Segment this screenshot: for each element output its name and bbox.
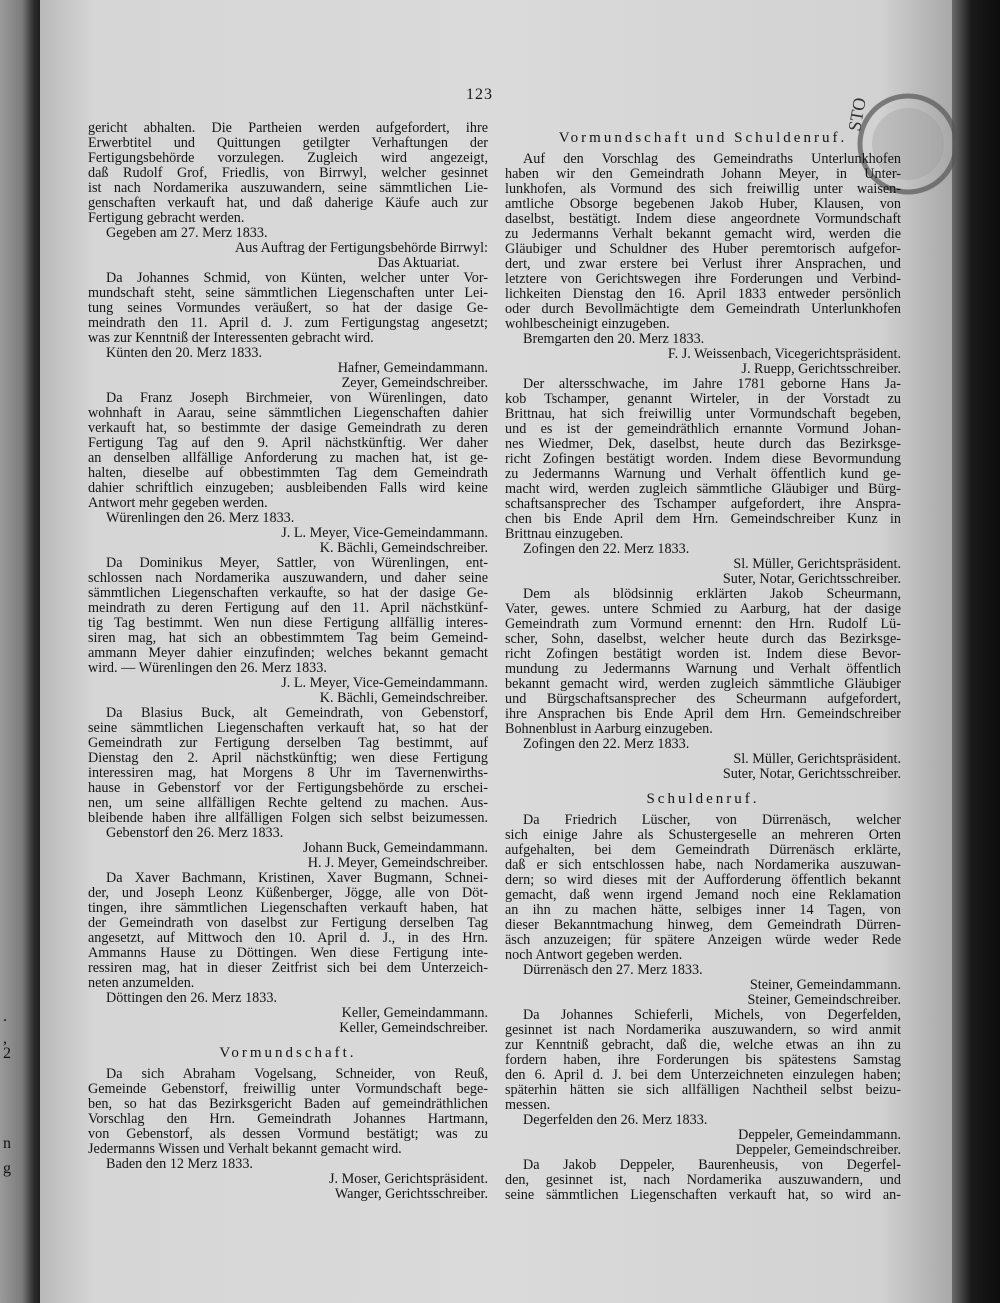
text-line: den 6. April d. J. bei dem Unterzeichneten einzulegen haben; bbox=[505, 1067, 901, 1083]
text-line: Da sich Abraham Vogelsang, Schneider, von Reuß, bbox=[106, 1066, 488, 1082]
text-line: gemacht, daß wenn irgend Jemand noch eine Reklamation bbox=[505, 887, 901, 903]
text-line: an ihn zu machen hätte, selbiges inner 14 Tagen, von bbox=[505, 902, 901, 918]
date-line: Künten den 20. Merz 1833. bbox=[106, 345, 263, 361]
text-line: Da Blasius Buck, alt Gemeindrath, von Gebenstorf, bbox=[106, 705, 488, 721]
text-line: wohlbescheinigt einzugeben. bbox=[505, 316, 670, 332]
text-line: aufgehalten, bei dem Gemeindrath Dürrenäsch erklärte, bbox=[505, 842, 901, 858]
text-line: mundschaft steht, seine sämmtlichen Liegenschaften unter Lei- bbox=[88, 285, 488, 301]
text-line: kob Tschamper, genannt Wirteler, in der Vorstadt zu bbox=[505, 391, 901, 407]
text-line: der, und Joseph Leonz Küßenberger, Jögge, alle von Döt- bbox=[88, 885, 488, 901]
text-line: seine sämmtlichen Liegenschaften verkauft hat, so hat der bbox=[88, 720, 488, 736]
text-line: chen bis Ende April dem Hrn. Gemeindschreiber Kunz in bbox=[505, 511, 901, 527]
text-line: angesetzt, auf Mittwoch den 10. April d. J., in des Hrn. bbox=[88, 930, 488, 946]
signature-line: H. J. Meyer, Gemeindschreiber. bbox=[307, 855, 488, 871]
text-line: Gläubiger und Schuldner des Huber peremtorisch aufgefor- bbox=[505, 241, 901, 257]
signature-line: F. J. Weissenbach, Vicegerichtspräsident. bbox=[667, 346, 901, 362]
text-line: nes Wiedmer, Dek, daselbst, heute durch das Bezirksge- bbox=[505, 436, 901, 452]
text-line: Gemeindrath zum Vormund ernennt: den Hrn. Rudolf Lü- bbox=[505, 616, 901, 632]
signature-line: J. Ruepp, Gerichtsschreiber. bbox=[741, 361, 901, 377]
text-line: richt Zofingen bestätigt worden ist. Indem diese Bevor- bbox=[505, 646, 901, 662]
text-line: interessiren mag, hat Morgens 8 Uhr im Tavernenwirths- bbox=[88, 765, 488, 781]
text-line: Dem als blödsinnig erklärten Jakob Scheurmann, bbox=[523, 586, 901, 602]
text-line: Jedermanns Wissen und Verhalt bekannt gemacht wird. bbox=[88, 1141, 402, 1157]
signature-line: Wanger, Gerichtsschreiber. bbox=[334, 1186, 488, 1202]
signature-line: Suter, Notar, Gerichtsschreiber. bbox=[722, 571, 901, 587]
text-line: ihre Ansprachen bis Ende April dem Hrn. Gemeindschreiber bbox=[505, 706, 901, 722]
text-line: gericht abhalten. Die Partheien werden aufgefordert, ihre bbox=[88, 120, 488, 136]
text-line: Auf den Vorschlag des Gemeindraths Unterlunkhofen bbox=[523, 151, 901, 167]
notice-paragraph bbox=[88, 1067, 488, 1157]
signature-line: Sl. Müller, Gerichtspräsident. bbox=[733, 556, 901, 572]
text-line: wohnhaft in Aarau, seine sämmtlichen Liegenschaften dahier bbox=[88, 405, 488, 421]
notice-paragraph bbox=[505, 1008, 901, 1113]
text-line: von Gebenstorf, als dessen Vormund bestätigt; was zu bbox=[88, 1126, 488, 1142]
date-line: Dürrenäsch den 27. Merz 1833. bbox=[523, 962, 703, 978]
text-line: tung seines Vormundes veräußert, so hat der dasige Ge- bbox=[88, 300, 488, 316]
text-line: ammann Meyer dahier einzufinden; welches bekannt gemacht bbox=[88, 645, 488, 661]
text-line: Da Franz Joseph Birchmeier, von Würenlingen, dato bbox=[106, 390, 488, 406]
notice-paragraph bbox=[505, 813, 901, 963]
text-line: schaftsansprecher des Tschamper aufgefordert, ihre Anspra- bbox=[505, 496, 901, 512]
notice-paragraph bbox=[88, 871, 488, 991]
signature-line: Zeyer, Gemeindschreiber. bbox=[341, 375, 488, 391]
text-line: Fertigungsbehörde vorzulegen. Zugleich wird angezeigt, bbox=[88, 150, 488, 166]
text-line: äsch anzuzeigen; für spätere Anzeigen würde weder Rede bbox=[505, 932, 901, 948]
text-line: Da Dominikus Meyer, Sattler, von Würenlingen, ent- bbox=[106, 555, 488, 571]
text-line: Gemeindrath zur Fertigung derselben Tag bestimmt, auf bbox=[88, 735, 488, 751]
signature-line: Deppeler, Gemeindschreiber. bbox=[735, 1142, 901, 1158]
text-line: Gemeinde Gebenstorf, freiwillig unter Vormundschaft bege- bbox=[88, 1081, 488, 1097]
text-line: zu Jedermanns Warnung und Verhalt öffentlich kund ge- bbox=[505, 466, 901, 482]
text-line: tingen, ihre sämmtlichen Liegenschaften verkauft haben, hat bbox=[88, 900, 488, 916]
signature-line: Steiner, Gemeindschreiber. bbox=[747, 992, 901, 1008]
date-line: Gegeben am 27. Merz 1833. bbox=[106, 225, 268, 241]
signature-line: Keller, Gemeindammann. bbox=[341, 1005, 488, 1021]
text-line: lunkhofen, als Vormund des sich freiwillig unter waisen- bbox=[505, 181, 901, 197]
text-line: Der altersschwache, im Jahre 1781 geborne Hans Ja- bbox=[523, 376, 901, 392]
text-line: Brittnau einzugeben. bbox=[505, 526, 624, 542]
adjacent-page-spine bbox=[0, 0, 40, 1303]
text-line: dahier schriftlich einzugeben; ausbleibenden Falls wird keine bbox=[88, 480, 488, 496]
section-heading: Schuldenruf. bbox=[646, 791, 760, 807]
text-line: dert, und zwar erstere bei Verlust ihrer Ansprachen, und bbox=[505, 256, 901, 272]
text-line: Antwort mehr gegeben werden. bbox=[88, 495, 268, 511]
text-line: Fertigung gebracht werden. bbox=[88, 210, 245, 226]
signature-line: J. Moser, Gerichtspräsident. bbox=[328, 1171, 488, 1187]
text-line: Da Johannes Schmid, von Künten, welcher unter Vor- bbox=[106, 270, 488, 286]
text-line: Da Johannes Schieferli, Michels, von Degerfelden, bbox=[523, 1007, 901, 1023]
signature-line: Keller, Gemeindschreiber. bbox=[339, 1020, 488, 1036]
date-line: Würenlingen den 26. Merz 1833. bbox=[106, 510, 295, 526]
text-line: der Gemeindrath von daselbst zur Fertigung derselben Tag bbox=[88, 915, 488, 931]
text-line: den, gesinnet ist, nach Nordamerika auszuwandern, und bbox=[505, 1172, 901, 1188]
text-line: Erwerbtitel und Quittungen getilgter Verhaftungen der bbox=[88, 135, 488, 151]
left-column bbox=[88, 121, 488, 1202]
signature-line: Steiner, Gemeindammann. bbox=[749, 977, 901, 993]
section-heading: Vormundschaft. bbox=[219, 1045, 357, 1061]
spine-fragment: , bbox=[3, 1030, 7, 1047]
text-line: dern; so wird dieses mit der Aufforderung öffentlich bekannt bbox=[505, 872, 901, 888]
right-column bbox=[505, 121, 901, 1203]
text-line: hause in Gebenstorf vor der Fertigungsbehörde zu erschei- bbox=[88, 780, 488, 796]
text-line: siren mag, hat sich an obbestimmtem Tag beim Gemeind- bbox=[88, 630, 488, 646]
signature-line: K. Bächli, Gemeindschreiber. bbox=[319, 540, 488, 556]
text-line: Da Xaver Bachmann, Kristinen, Xaver Bugmann, Schnei- bbox=[106, 870, 488, 886]
text-line: Brittnau, hat sich freiwillig unter Vormundschaft begeben, bbox=[505, 406, 901, 422]
notice-paragraph bbox=[88, 556, 488, 676]
notice-paragraph bbox=[505, 587, 901, 737]
signature-line: J. L. Meyer, Vice-Gemeindammann. bbox=[281, 675, 488, 691]
notice-paragraph bbox=[88, 706, 488, 826]
notice-paragraph bbox=[505, 1158, 901, 1203]
text-line: und Bürgschaftsansprecher des Scheurmann aufgefordert, bbox=[505, 691, 901, 707]
text-line: zur Kenntniß gebracht, daß die, welche etwas an ihn zu bbox=[505, 1037, 901, 1053]
notice-paragraph bbox=[505, 152, 901, 332]
text-line: daselbst, bestätigt. Indem diese angeordnete Vormundschaft bbox=[505, 211, 901, 227]
text-line: tig Tag bestimmt. Wen nun diese Fertigung allfällig interes- bbox=[88, 615, 488, 631]
text-line: sämmtlichen Liegenschaften verkaufte, so hat der dasige Ge- bbox=[88, 585, 488, 601]
signature-line: Aus Auftrag der Fertigungsbehörde Birrwyl: bbox=[235, 240, 488, 256]
spine-fragment: 2 bbox=[3, 1045, 11, 1062]
text-line: was zur Kenntniß der Interessenten gebracht wird. bbox=[88, 330, 374, 346]
text-line: Fertigung Tag auf den 9. April nächstkünftig. Wer daher bbox=[88, 435, 488, 451]
notice-paragraph bbox=[88, 121, 488, 226]
text-line: meindrath zu deren Fertigung auf den 11. April nächstkünf- bbox=[88, 600, 488, 616]
text-line: haben wir den Gemeindrath Johann Meyer, in Unter- bbox=[505, 166, 901, 182]
text-line: Da Friedrich Lüscher, von Dürrenäsch, welcher bbox=[523, 812, 901, 828]
text-line: Dienstag den 2. April nächstkünftig; wen diese Fertigung bbox=[88, 750, 488, 766]
text-line: Da Jakob Deppeler, Baurenheusis, von Degerfel- bbox=[523, 1157, 901, 1173]
text-line: wird. — Würenlingen den 26. Merz 1833. bbox=[88, 660, 327, 676]
signature-line: Hafner, Gemeindammann. bbox=[337, 360, 488, 376]
text-line: macht wird, werden zugleich sämmtliche Gläubiger und Bürg- bbox=[505, 481, 901, 497]
text-line: Ammanns Hause zu Döttingen. Wen diese Fertigung inte- bbox=[88, 945, 488, 961]
signature-line: K. Bächli, Gemeindschreiber. bbox=[319, 690, 488, 706]
text-line: mundung zu Jedermanns Warnung und Verhalt öffentlich bbox=[505, 661, 901, 677]
text-line: Bohnenblust in Aarburg einzugeben. bbox=[505, 721, 713, 737]
signature-line: Johann Buck, Gemeindammann. bbox=[302, 840, 488, 856]
signature-line: Das Aktuariat. bbox=[377, 255, 488, 271]
text-line: bekannt gemacht wird, werden zugleich sämmtliche Gläubiger bbox=[505, 676, 901, 692]
page-number: 123 bbox=[466, 86, 493, 103]
text-line: daß er sich entschlossen habe, nach Nordamerika auszuwan- bbox=[505, 857, 901, 873]
text-line: sich einige Jahre als Schustergeselle an mehreren Orten bbox=[505, 827, 901, 843]
text-line: genschaften verkauft hat, und daß daherige Käufe auch zur bbox=[88, 195, 488, 211]
spine-fragment: g bbox=[3, 1160, 11, 1177]
text-line: ben, so hat das Bezirksgericht Baden auf gemeindräthlichen bbox=[88, 1096, 488, 1112]
spine-fragment: n bbox=[3, 1135, 11, 1152]
date-line: Baden den 12 Merz 1833. bbox=[106, 1156, 253, 1172]
text-line: amtliche Obsorge begebenen Jakob Huber, Klausen, von bbox=[505, 196, 901, 212]
notice-paragraph bbox=[88, 271, 488, 346]
text-line: neten anzumelden. bbox=[88, 975, 195, 991]
date-line: Bremgarten den 20. Merz 1833. bbox=[523, 331, 705, 347]
text-line: verkauft hat, so bestimmte der dasige Gemeindrath zu deren bbox=[88, 420, 488, 436]
signature-line: Sl. Müller, Gerichtspräsident. bbox=[733, 751, 901, 767]
text-line: ist nach Nordamerika auszuwandern, seine sämmtlichen Lie- bbox=[88, 180, 488, 196]
section-heading: Vormundschaft und Schuldenruf. bbox=[558, 130, 848, 146]
text-line: oder durch Bevollmächtigte dem Gemeindrath Unterlunkhofen bbox=[505, 301, 901, 317]
text-line: gesinnet ist nach Nordamerika auszuwandern, so wird anmit bbox=[505, 1022, 901, 1038]
text-line: daß Rudolf Grof, Friedlis, von Birrwyl, welcher gesinnet bbox=[88, 165, 488, 181]
text-line: fordern haben, ihre Forderungen bis spätestens Samstag bbox=[505, 1052, 901, 1068]
text-line: halten, dieselbe auf obbestimmten Tag dem Gemeindrath bbox=[88, 465, 488, 481]
text-line: und es ist der gemeindräthlich ernannte Vormund Johan- bbox=[505, 421, 901, 437]
signature-line: Suter, Notar, Gerichtsschreiber. bbox=[722, 766, 901, 782]
date-line: Degerfelden den 26. Merz 1833. bbox=[523, 1112, 708, 1128]
text-line: Vorschlag den Hrn. Gemeindrath Johannes Hartmann, bbox=[88, 1111, 488, 1127]
text-line: noch Antwort gegeben werden. bbox=[505, 947, 683, 963]
text-line: späterhin hätten sie sich allfälligen Nachtheil selbst beizu- bbox=[505, 1082, 901, 1098]
text-line: messen. bbox=[505, 1097, 551, 1113]
text-line: scher, Sohn, daselbst, welcher heute durch das Bezirksge- bbox=[505, 631, 901, 647]
text-line: zu Jedermanns Verhalt bekannt gemacht wird, werden die bbox=[505, 226, 901, 242]
notice-paragraph bbox=[505, 377, 901, 542]
text-line: seine sämmtlichen Liegenschaften verkauft hat, so wird an- bbox=[505, 1187, 901, 1203]
svg-text:STO: STO bbox=[844, 96, 870, 133]
scan-border bbox=[952, 0, 1000, 1303]
signature-line: J. L. Meyer, Vice-Gemeindammann. bbox=[281, 525, 488, 541]
date-line: Zofingen den 22. Merz 1833. bbox=[523, 736, 690, 752]
text-line: an denselben allfällige Anforderung zu machen hat, ist ge- bbox=[88, 450, 488, 466]
text-line: ressiren mag, hat in dieser Zeitfrist sich bei dem Unterzeich- bbox=[88, 960, 488, 976]
text-line: dieser Bekanntmachung hinweg, dem Gemeindrath Dürren- bbox=[505, 917, 901, 933]
text-line: Vater, gewes. untere Schmied zu Aarburg, hat der dasige bbox=[505, 601, 901, 617]
date-line: Gebenstorf den 26. Merz 1833. bbox=[106, 825, 284, 841]
text-line: schlossen nach Nordamerika auszuwandern, und daher seine bbox=[88, 570, 488, 586]
date-line: Döttingen den 26. Merz 1833. bbox=[106, 990, 278, 1006]
signature-line: Deppeler, Gemeindammann. bbox=[738, 1127, 901, 1143]
text-line: richt Zofingen bestätigt worden. Indem diese Bevormundung bbox=[505, 451, 901, 467]
text-line: meindrath den 11. April d. J. zum Fertigungstag angesetzt; bbox=[88, 315, 488, 331]
text-line: bleibende haben ihre allfälligen Folgen sich selbst beizumessen. bbox=[88, 810, 488, 826]
date-line: Zofingen den 22. Merz 1833. bbox=[523, 541, 690, 557]
text-line: nen, um seine allfälligen Rechte geltend zu machen. Aus- bbox=[88, 795, 488, 811]
text-line: letztere von Gerichtswegen ihre Forderungen und Verbind- bbox=[505, 271, 901, 287]
text-line: lichkeiten Dienstag den 16. April 1833 entweder persönlich bbox=[505, 286, 901, 302]
spine-fragment: . bbox=[3, 1008, 7, 1025]
notice-paragraph bbox=[88, 391, 488, 511]
